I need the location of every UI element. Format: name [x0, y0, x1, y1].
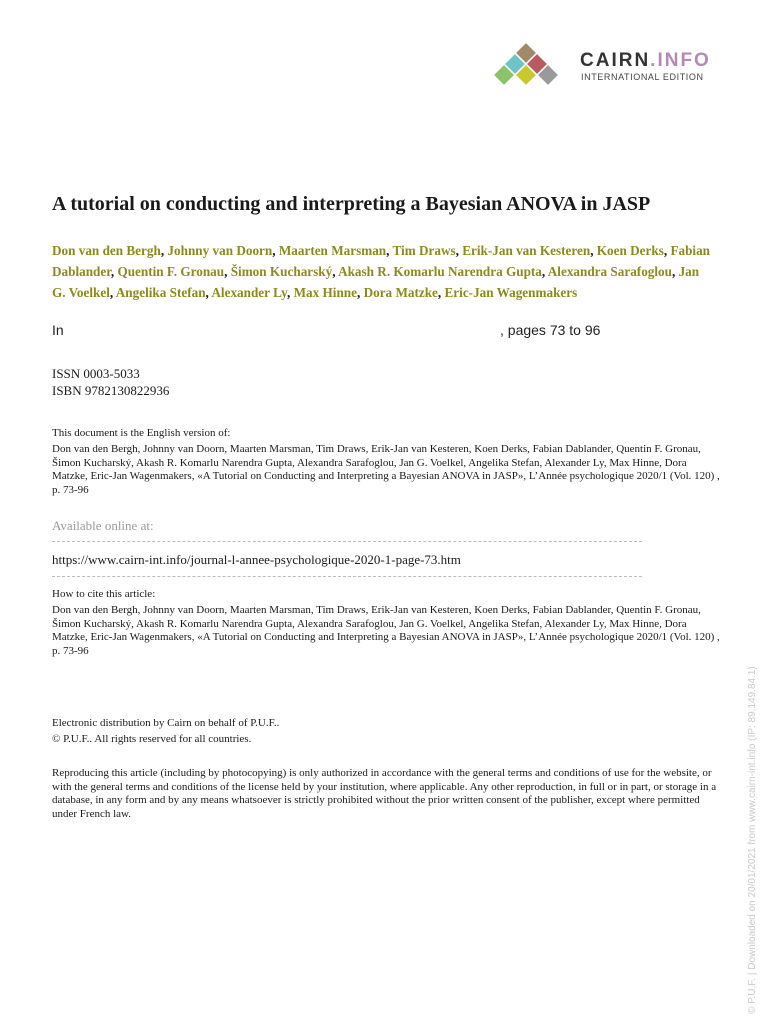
author-separator: , [437, 285, 445, 300]
rights-note: © P.U.F.. All rights reserved for all countries. [52, 733, 252, 745]
author-link[interactable]: Johnny van Doorn [167, 243, 273, 258]
logo-dot: . [650, 50, 658, 71]
english-version-intro: This document is the English version of: [52, 427, 231, 439]
author-link[interactable]: Maarten Marsman [278, 243, 387, 258]
logo-brand [580, 50, 711, 72]
author-separator: , [590, 243, 597, 258]
logo-brand-name: CAIRN [580, 50, 651, 71]
author-separator: , [110, 264, 118, 279]
divider-top [52, 541, 642, 542]
logo-edition: INTERNATIONAL EDITION [581, 72, 704, 82]
author-separator: , [272, 243, 279, 258]
distribution-note: Electronic distribution by Cairn on behalf of P.U.F.. [52, 717, 280, 729]
author-link[interactable]: Erik-Jan van Kesteren [462, 243, 591, 258]
author-separator: , [205, 285, 212, 300]
author-link[interactable]: Alexandra Sarafoglou [547, 264, 672, 279]
author-separator: , [455, 243, 463, 258]
author-separator: , [541, 264, 548, 279]
isbn: ISBN 9782130822936 [52, 383, 170, 398]
author-separator: , [332, 264, 339, 279]
author-separator: , [386, 243, 393, 258]
author-separator: , [224, 264, 231, 279]
in-label: In [52, 322, 64, 338]
author-link[interactable]: Max Hinne [293, 285, 357, 300]
author-link[interactable]: Tim Draws [392, 243, 456, 258]
page-range: , pages 73 to 96 [500, 322, 601, 338]
author-link[interactable]: Eric-Jan Wagenmakers [444, 285, 578, 300]
author-link[interactable]: Angelika Stefan [115, 285, 206, 300]
cite-intro: How to cite this article: [52, 588, 156, 600]
author-link[interactable]: Akash R. Komarlu Narendra Gupta [338, 264, 542, 279]
author-list [52, 240, 712, 303]
author-link[interactable]: Dora Matzke [363, 285, 438, 300]
author-link[interactable]: Koen Derks [596, 243, 664, 258]
author-separator: , [287, 285, 294, 300]
author-link[interactable]: Alexander Ly [211, 285, 288, 300]
author-link[interactable]: Fabian Dablander [52, 243, 711, 279]
article-url-link[interactable]: https://www.cairn-int.info/journal-l-annee-psychologique-2020-1-page-73.htm [52, 552, 461, 567]
logo-brand-suffix: INFO [657, 50, 711, 71]
cite-citation: Don van den Bergh, Johnny van Doorn, Maarten Marsman, Tim Draws, Erik-Jan van Kesteren, Koen Derks, Fabian Dablander, Quentin F. Gronau, Šimon Kucharský, Akash R. Komarlu Narendra Gupta, Alexandra Sarafoglou, Jan G. Voelkel, Angelika Stefan, Alexander Ly, Max Hinne, Dora Matzke, Eric-Jan Wagenmakers, «A Tutorial on Conducting and Interpreting a Bayesian ANOVA in JASP», L’Année psychologique 2020/1 (Vol. 120) , p. 73-96 [52, 604, 720, 657]
identifiers [52, 365, 169, 399]
author-separator: , [160, 243, 168, 258]
author-separator: , [356, 285, 364, 300]
article-title: A tutorial on conducting and interpreting a Bayesian ANOVA in JASP [52, 193, 651, 215]
cairn-logo[interactable] [488, 42, 728, 94]
author-separator: , [663, 243, 671, 258]
author-separator: , [109, 285, 116, 300]
author-link[interactable]: Šimon Kucharský [230, 264, 333, 279]
author-link[interactable]: Don van den Bergh [52, 243, 161, 258]
divider-bottom [52, 576, 642, 577]
author-link[interactable]: Quentin F. Gronau [117, 264, 225, 279]
issn: ISSN 0003-5033 [52, 366, 140, 381]
reproduction-notice: Reproducing this article (including by photocopying) is only authorized in accordance with the general terms and conditions of use for the website, or with the general terms and conditions of the license held by your institution, where applicable. Any other reproduction, in full or in part, or storage in a database, in any form and by any means whatsoever is strictly prohibited without the prior written consent of the publisher, except where permitted under French law. [52, 767, 717, 820]
download-watermark: © P.U.F. | Downloaded on 20/01/2021 from www.cairn-int.info (IP: 89.149.84.1) [747, 666, 758, 1014]
author-link[interactable]: Jan G. Voelkel [52, 264, 700, 300]
english-version-citation: Don van den Bergh, Johnny van Doorn, Maarten Marsman, Tim Draws, Erik-Jan van Kesteren, Koen Derks, Fabian Dablander, Quentin F. Gronau, Šimon Kucharský, Akash R. Komarlu Narendra Gupta, Alexandra Sarafoglou, Jan G. Voelkel, Angelika Stefan, Alexander Ly, Max Hinne, Dora Matzke, Eric-Jan Wagenmakers, «A Tutorial on Conducting and Interpreting a Bayesian ANOVA in JASP», L’Année psychologique 2020/1 (Vol. 120) , p. 73-96 [52, 443, 720, 496]
author-separator: , [671, 264, 679, 279]
available-online-label: Available online at: [52, 518, 154, 533]
